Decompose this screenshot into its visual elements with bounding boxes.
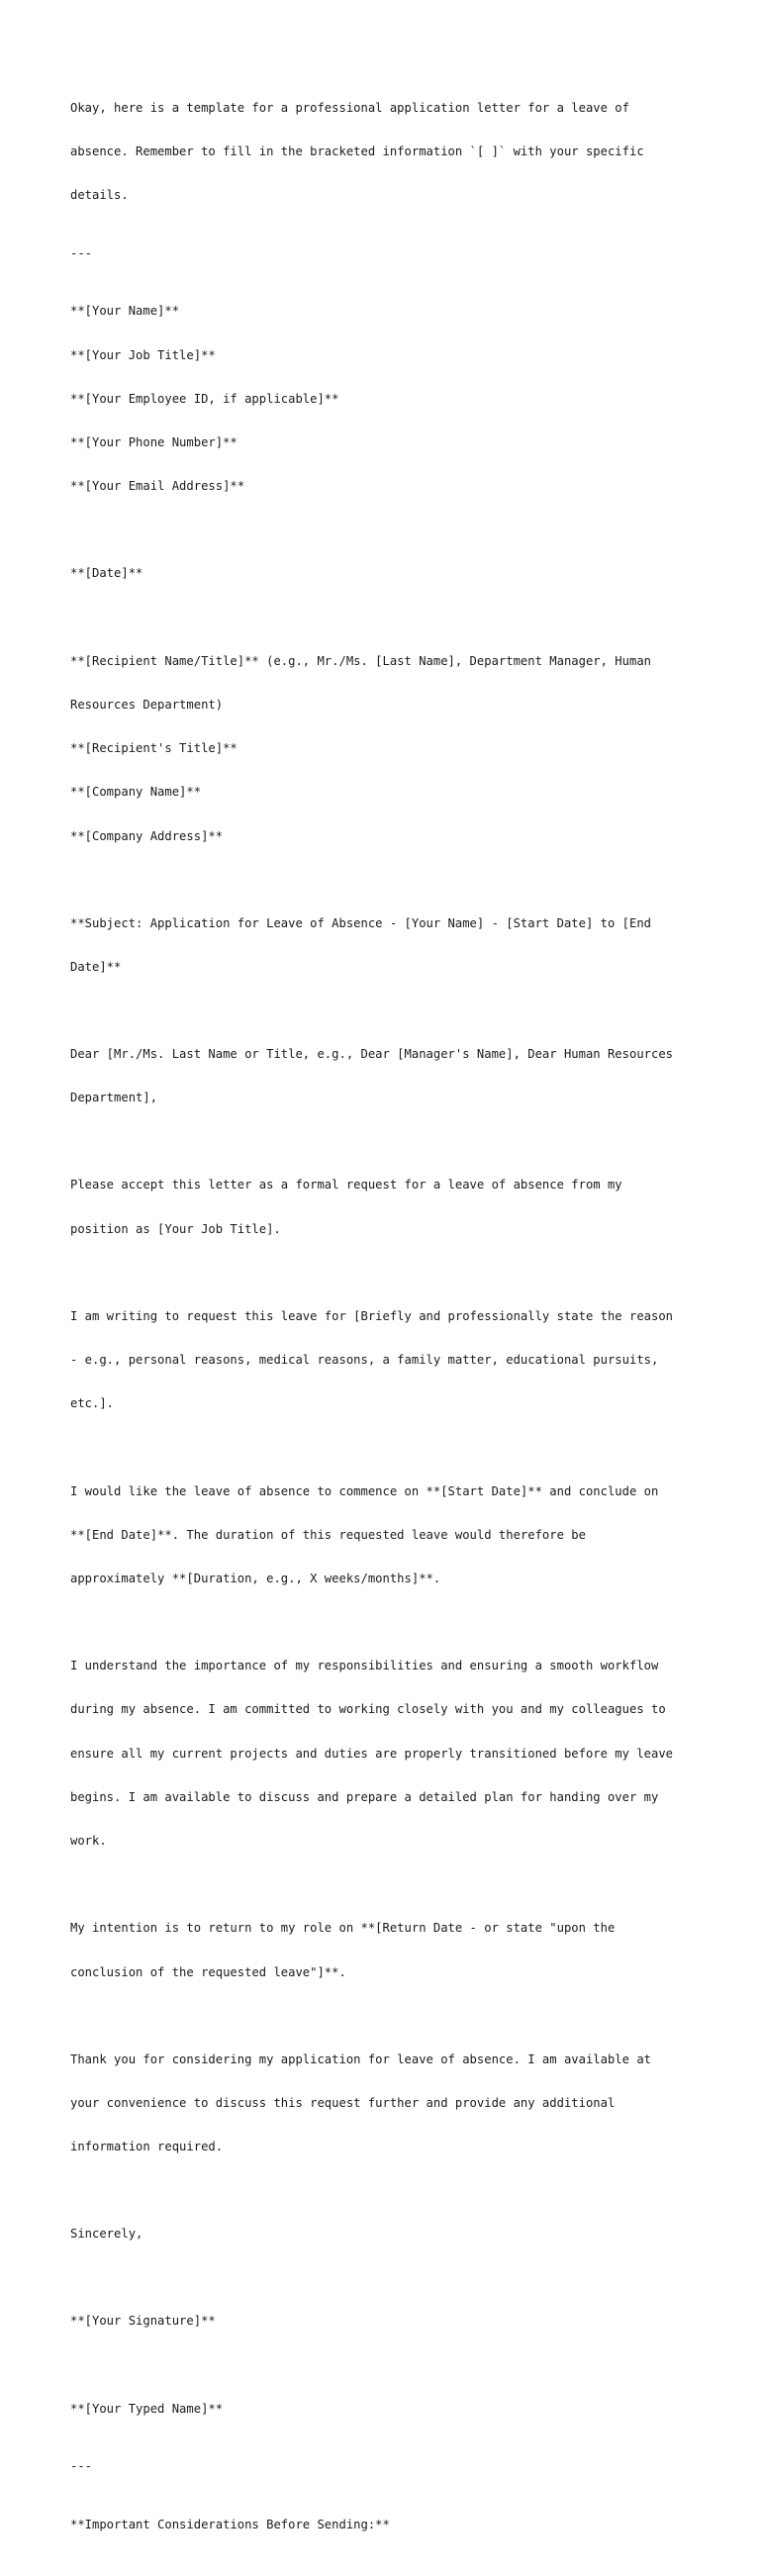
subject-text: **Subject: Application for Leave of Absence - [Your Name] - [Start Date] to [End — [70, 915, 651, 930]
body-line: begins. I am available to discuss and prepare a detailed plan for handing over my — [70, 1789, 659, 1804]
body-line: information required. — [70, 2140, 224, 2154]
closing — [70, 2198, 723, 2271]
signature-text: **[Your Signature]** — [70, 2314, 216, 2329]
company-name: **[Company Name]** — [70, 785, 202, 800]
body-line: work. — [70, 1834, 107, 1849]
considerations-heading-text: **Important Considerations Before Sending:** — [70, 2517, 390, 2531]
body-paragraph-return — [70, 1892, 723, 2009]
body-paragraph-responsibilities — [70, 1630, 723, 1878]
sender-job-title: **[Your Job Title]** — [70, 347, 216, 362]
sender-email: **[Your Email Address]** — [70, 479, 245, 494]
date-line — [70, 537, 723, 611]
sender-block — [70, 275, 723, 524]
body-paragraph-reason — [70, 1280, 723, 1440]
date-text: **[Date]** — [70, 566, 143, 581]
separator: --- — [70, 245, 93, 260]
typed-name-text: **[Your Typed Name]** — [70, 2401, 224, 2416]
body-line: I understand the importance of my responsibilities and ensuring a smooth workflow — [70, 1659, 659, 1673]
closing-text: Sincerely, — [70, 2227, 143, 2242]
body-line: I am writing to request this leave for [Briefly and professionally state the reason — [70, 1308, 674, 1323]
signature — [70, 2285, 723, 2358]
separator: --- — [70, 2459, 93, 2474]
sender-employee-id: **[Your Employee ID, if applicable]** — [70, 391, 339, 406]
body-line: during my absence. I am committed to working closely with you and my colleagues to — [70, 1702, 666, 1717]
body-line: conclusion of the requested leave"]**. — [70, 1964, 346, 1979]
body-paragraph-thanks — [70, 2023, 723, 2183]
considerations-heading — [70, 2488, 723, 2561]
body-line: I would like the leave of absence to commence on **[Start Date]** and conclude on — [70, 1483, 659, 1498]
body-line: Please accept this letter as a formal request for a leave of absence from my — [70, 1178, 622, 1193]
intro-line: Okay, here is a template for a professional application letter for a leave of — [70, 100, 629, 115]
recipient-title: **[Recipient's Title]** — [70, 741, 238, 756]
intro-line: details. — [70, 188, 129, 202]
body-line: Thank you for considering my application for leave of absence. I am available at — [70, 2051, 651, 2066]
body-line: **[End Date]**. The duration of this requested leave would therefore be — [70, 1527, 586, 1542]
sender-name: **[Your Name]** — [70, 304, 180, 319]
salutation — [70, 1018, 723, 1135]
body-paragraph-request — [70, 1149, 723, 1266]
recipient-block — [70, 624, 723, 873]
body-line: etc.]. — [70, 1396, 115, 1411]
salutation-text: Department], — [70, 1091, 158, 1105]
intro-paragraph — [70, 71, 723, 232]
body-line: your convenience to discuss this request further and provide any additional — [70, 2095, 616, 2110]
company-address: **[Company Address]** — [70, 828, 224, 843]
intro-line: absence. Remember to fill in the bracketed information `[ ]` with your specific — [70, 143, 644, 158]
subject-text: Date]** — [70, 959, 122, 974]
subject-line — [70, 887, 723, 1003]
body-paragraph-dates — [70, 1455, 723, 1615]
body-line: - e.g., personal reasons, medical reasons, a family matter, educational pursuits, — [70, 1353, 659, 1368]
recipient-line: Resources Department) — [70, 697, 224, 712]
letter-document — [70, 71, 723, 2576]
body-line: My intention is to return to my role on **[Return Date - or state "upon the — [70, 1921, 616, 1936]
body-line: approximately **[Duration, e.g., X weeks/months]**. — [70, 1572, 441, 1586]
salutation-text: Dear [Mr./Ms. Last Name or Title, e.g., Dear [Manager's Name], Dear Human Resources — [70, 1047, 674, 1062]
sender-phone: **[Your Phone Number]** — [70, 435, 238, 450]
body-line: ensure all my current projects and duties are properly transitioned before my leave — [70, 1746, 674, 1761]
typed-name — [70, 2372, 723, 2445]
recipient-line: **[Recipient Name/Title]** (e.g., Mr./Ms. [Last Name], Department Manager, Human — [70, 653, 651, 668]
body-line: position as [Your Job Title]. — [70, 1221, 281, 1236]
